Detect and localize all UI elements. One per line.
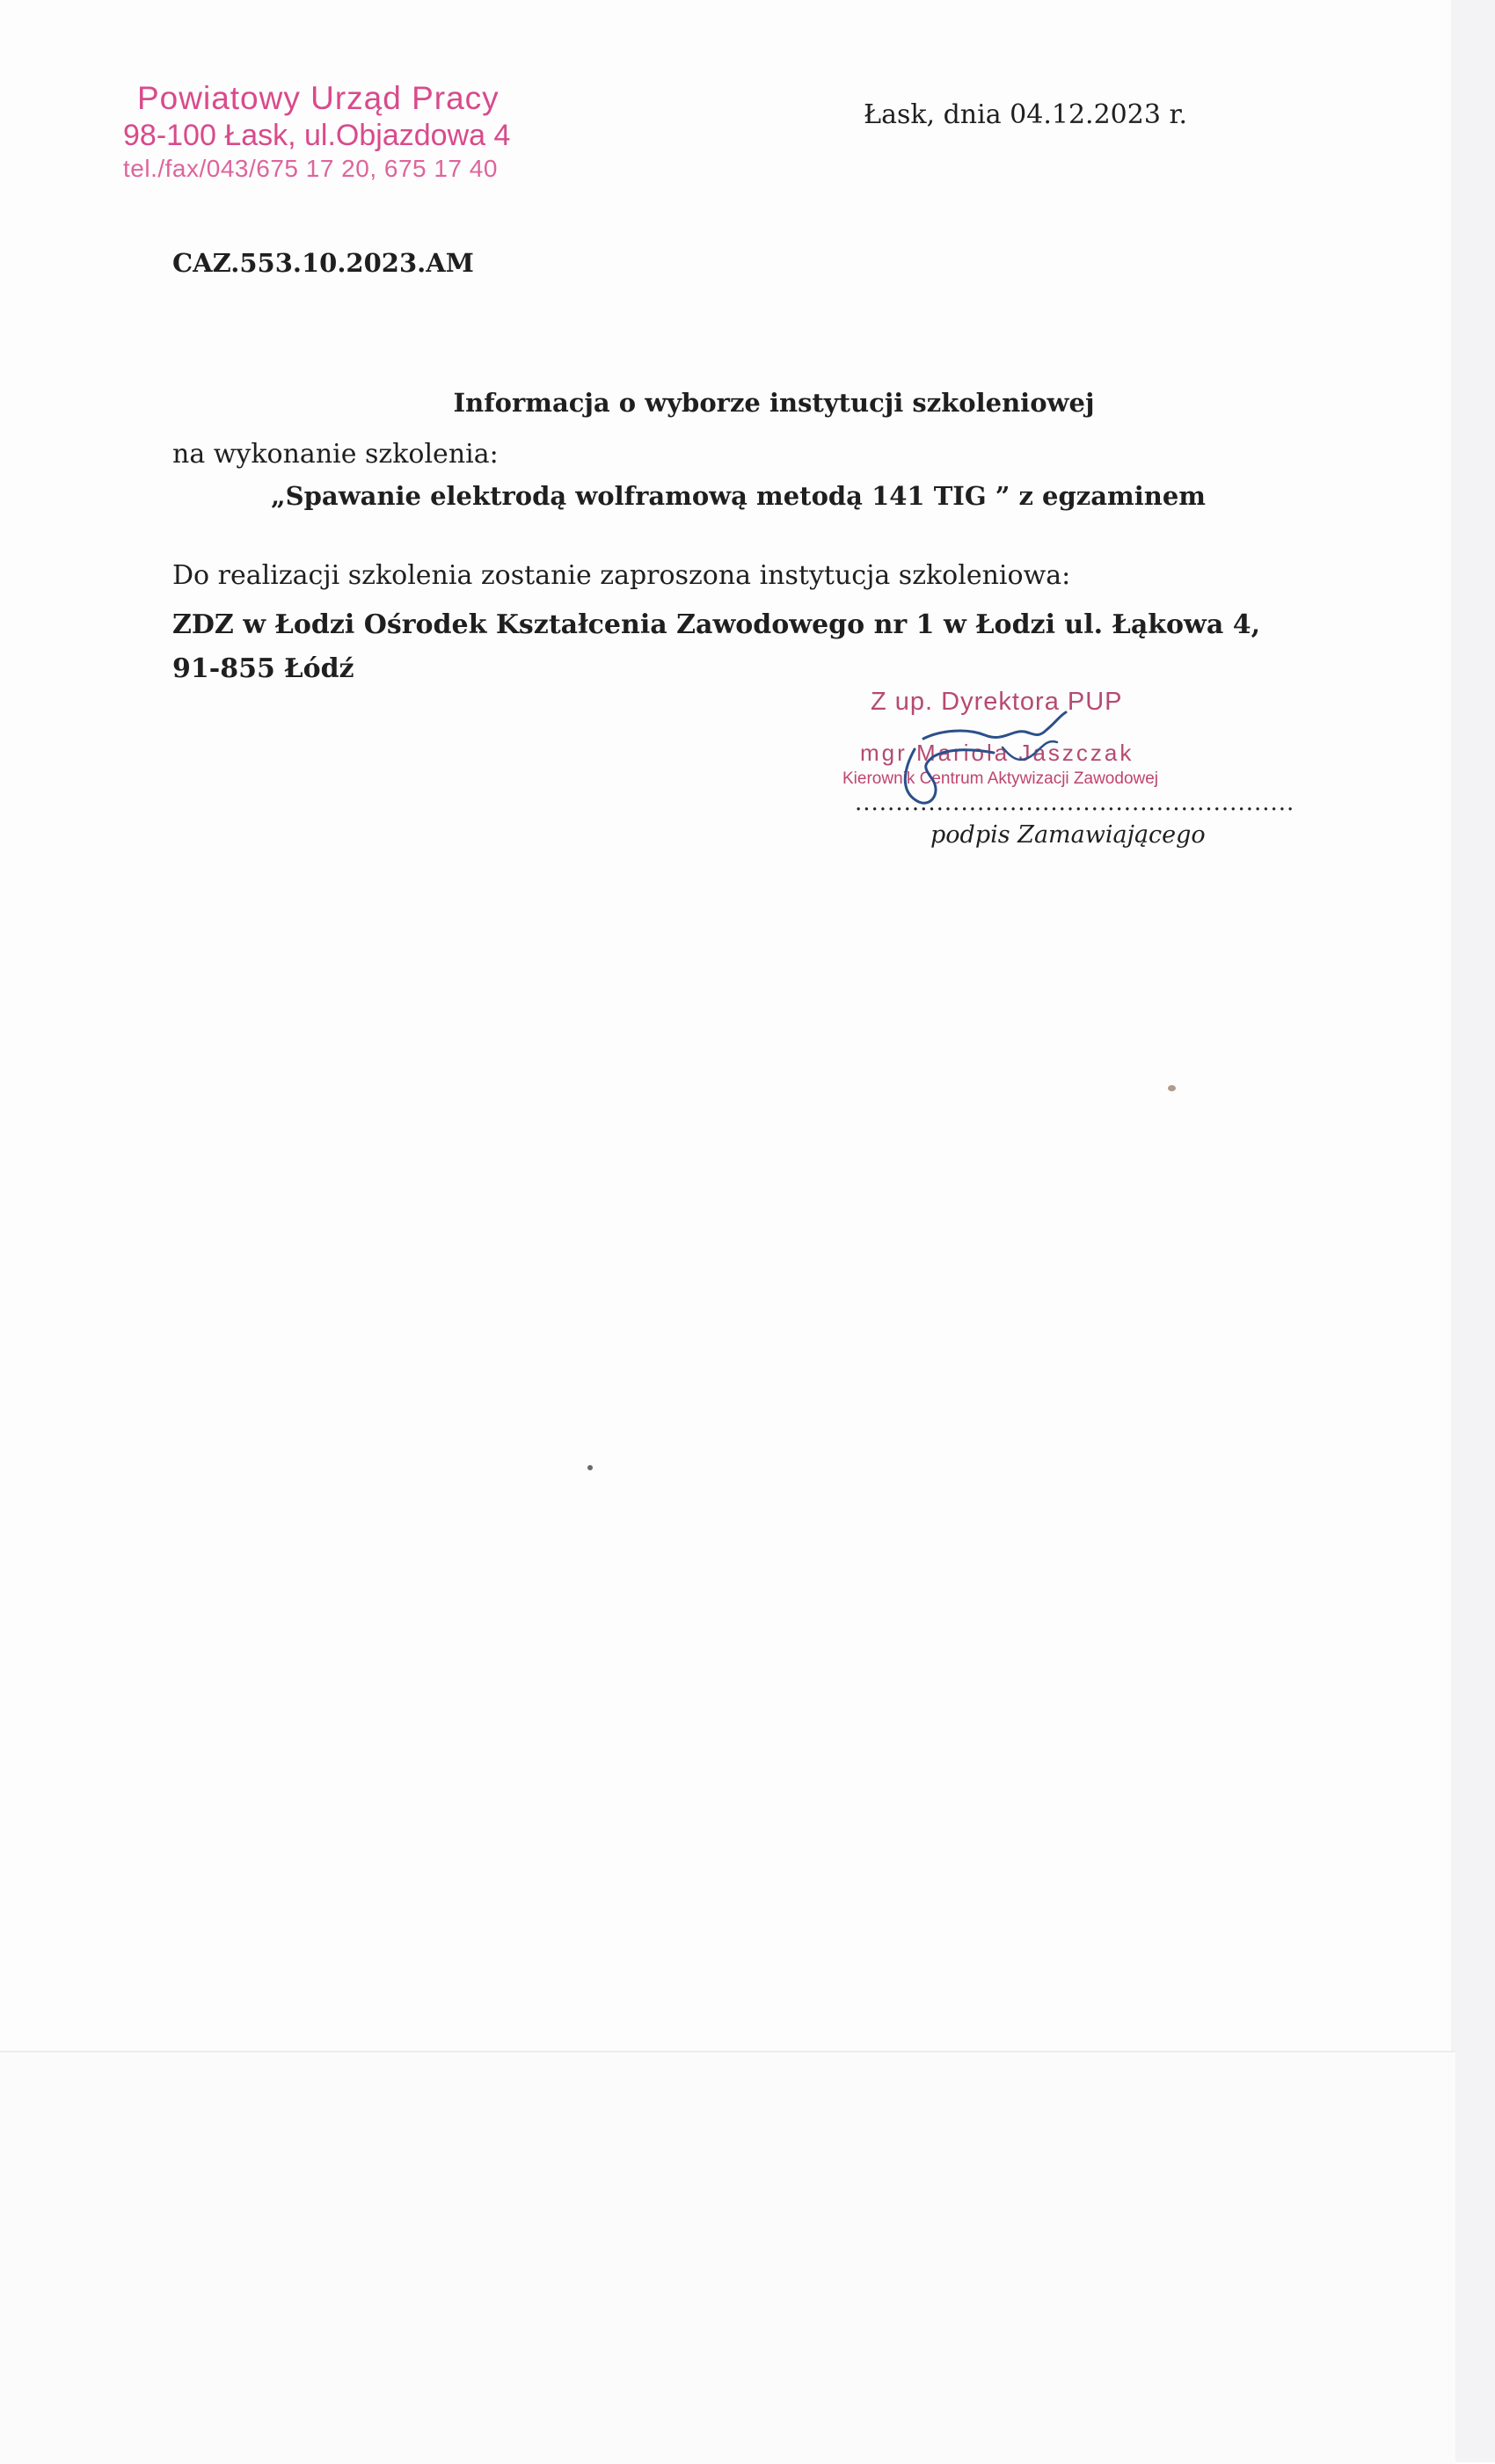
office-stamp-address: 98-100 Łask, ul.Objazdowa 4 <box>123 119 511 152</box>
signature-stamp-position: Kierownik Centrum Aktywizacji Zawodowej <box>842 769 1159 788</box>
course-name: „Spawanie elektrodą wolframową metodą 141 TIG ” z egzaminem <box>271 481 1206 511</box>
office-stamp-name: Powiatowy Urząd Pracy <box>137 80 500 116</box>
intro-text: na wykonanie szkolenia: <box>172 439 499 470</box>
document-date: Łask, dnia 04.12.2023 r. <box>864 99 1188 130</box>
scan-speck <box>1168 1085 1176 1091</box>
signature-stamp-person: mgr Mariola Jaszczak <box>860 740 1134 766</box>
signature-caption: podpis Zamawiającego <box>930 821 1206 849</box>
signature-stamp-authority: Z up. Dyrektora PUP <box>871 688 1123 716</box>
document-title: Informacja o wyborze instytucji szkoleniowej <box>453 388 1095 418</box>
scan-speck <box>587 1465 593 1470</box>
office-stamp-phone: tel./fax/043/675 17 20, 675 17 40 <box>123 155 498 182</box>
signature-dotted-line: ...................................................... <box>855 790 1295 816</box>
case-number: CAZ.553.10.2023.AM <box>172 248 474 278</box>
institution-name: ZDZ w Łodzi Ośrodek Kształcenia Zawodowego nr 1 w Łodzi ul. Łąkowa 4, 91-855 Łódź <box>172 609 1261 684</box>
scan-second-sheet <box>0 2051 1455 2464</box>
invite-text: Do realizacji szkolenia zostanie zaproszona instytucja szkoleniowa: <box>172 560 1071 591</box>
office-stamp <box>123 79 528 185</box>
scan-paper-edge <box>1451 0 1495 2462</box>
